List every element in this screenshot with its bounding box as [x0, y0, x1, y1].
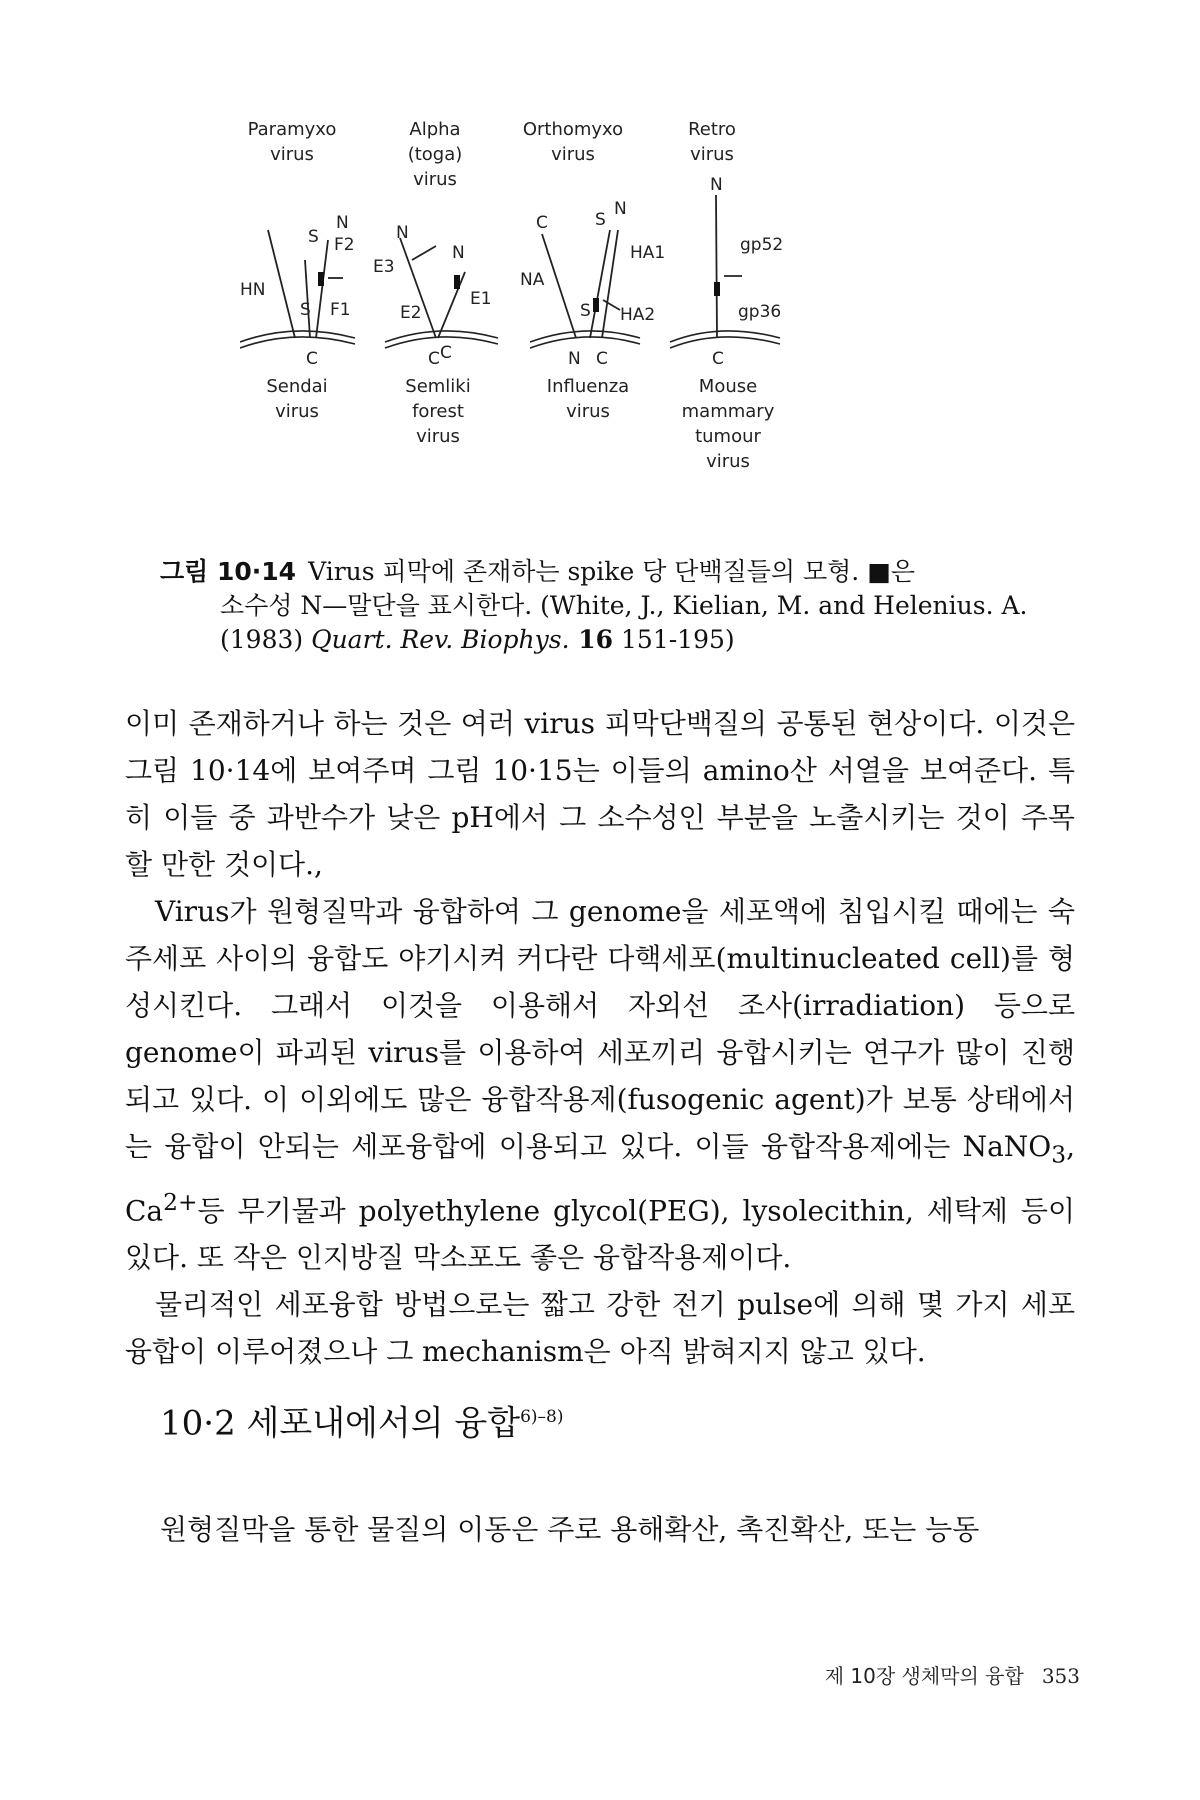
section-title-text: 10·2 세포내에서의 융합 [160, 1403, 521, 1444]
paramyxo-spikes [268, 230, 343, 338]
label-n: N [568, 349, 581, 369]
caption-line-2: 소수성 N—말단을 표시한다. (White, J., Kielian, M. and Helenius. A. [220, 591, 1028, 620]
virus-spike-figure [240, 110, 980, 550]
example-mouse-line: Mouse [698, 376, 758, 397]
membrane-arcs [240, 331, 780, 348]
example-mouse-line: tumour [695, 426, 761, 447]
label-f1: F1 [330, 300, 351, 320]
paragraph-3: 물리적인 세포융합 방법으로는 짧고 강한 전기 pulse에 의해 몇 가지 세포융합이 이루어졌으나 그 mechanism은 아직 밝혀지지 않고 있다. [125, 1287, 1075, 1368]
col-type-paramyxo: Paramyxo [247, 119, 337, 140]
hydrophobic-marker [593, 298, 599, 312]
hydrophobic-marker [318, 272, 324, 286]
label-gp52: gp52 [740, 235, 784, 255]
label-e1: E1 [470, 289, 492, 309]
caption-label: 그림 10·14 [160, 557, 297, 586]
label-ha2: HA2 [620, 305, 656, 325]
page-footer [720, 1662, 1080, 1690]
label-n: N [710, 175, 723, 195]
label-c: C [712, 349, 724, 369]
orthomyxo-spikes [542, 230, 620, 338]
example-semliki-line: Semliki [405, 376, 471, 397]
caption-year: (1983) [220, 625, 312, 654]
example-mouse-line: virus [706, 451, 750, 472]
label-n: N [614, 199, 627, 219]
caption-pages: 151-195) [613, 625, 735, 654]
label-e2: E2 [400, 303, 422, 323]
label-f2: F2 [334, 235, 355, 255]
label-n: N [336, 213, 349, 233]
label-c: C [536, 213, 548, 233]
label-na: NA [520, 270, 545, 290]
hydrophobic-marker [454, 275, 460, 289]
section-heading [160, 1395, 1060, 1445]
col-word-paramyxo: virus [270, 144, 314, 165]
example-influenza-line: Influenza [546, 376, 630, 397]
figure-caption [160, 555, 1060, 657]
footer-chapter: 제 10장 생체막의 융합 [824, 1664, 1024, 1688]
page-number: 353 [1041, 1664, 1080, 1688]
label-hn: HN [240, 280, 266, 300]
caption-line-1: Virus 피막에 존재하는 spike 당 단백질들의 모형. ■은 [308, 557, 915, 586]
caption-journal: Quart. Rev. Biophys. [311, 625, 570, 654]
example-semliki-line: virus [416, 426, 460, 447]
paragraph-4: 원형질막을 통한 물질의 이동은 주로 용해확산, 촉진확산, 또는 능동 [160, 1513, 980, 1546]
example-influenza-line: virus [566, 401, 610, 422]
col-word-alpha: virus [413, 169, 457, 190]
label-c: C [440, 343, 452, 363]
label-c: C [306, 349, 318, 369]
paragraph-2-part: 등 무기물과 polyethylene glycol(PEG), lysolecithin, 세탁제 등이 있다. 또 작은 인지방질 막소포도 좋은 융합작용제이다. [125, 1193, 1075, 1274]
paragraph-1: 이미 존재하거나 하는 것은 여러 virus 피막단백질의 공통된 현상이다. 이것은 그림 10·14에 보여주며 그림 10·15는 이들의 amino산 서열을 보여준다. 특히 이들 중 과반수가 낮은 pH에서 그 소수성인 부분을 노출시키는 것이 주목할 만한 것이다., [125, 707, 1075, 881]
paragraph-2-subscript: 3 [1051, 1140, 1067, 1169]
label-e3: E3 [373, 257, 395, 277]
label-s: S [300, 300, 311, 320]
label-c: C [428, 349, 440, 369]
example-mouse-line: mammary [681, 401, 775, 422]
body-text [125, 700, 1075, 1375]
label-s: S [595, 210, 606, 230]
label-s: S [580, 301, 591, 321]
caption-line-3 [160, 623, 1060, 657]
paragraph-2-part: Virus가 원형질막과 융합하여 그 genome을 세포액에 침입시킬 때에는 숙주세포 사이의 융합도 야기시켜 커다란 다핵세포(multinucleated cell)를 형성시킨다. 그래서 이것을 이용해서 자외선 조사(irradiation) 등으로 genome이 파괴된 virus를 이용하여 세포끼리 융합시키는 연구가 많이 진행되고 있다. 이 이외에도 많은 융합작용제(fusogenic agent)가 보통 상태에서는 융합이 안되는 세포융합에 이용되고 있다. 이들 융합작용제에는 NaNO [125, 895, 1075, 1163]
label-c: C [596, 349, 608, 369]
col-type-alpha: Alpha [409, 119, 461, 140]
col-word-orthomyxo: virus [551, 144, 595, 165]
paragraph-2 [125, 888, 1075, 1281]
example-sendai-line: virus [275, 401, 319, 422]
example-sendai-line: Sendai [266, 376, 328, 397]
label-n: N [452, 243, 465, 263]
col-type-retro: Retro [688, 119, 736, 140]
label-gp36: gp36 [738, 302, 782, 322]
example-semliki-line: forest [412, 401, 464, 422]
section-reference: 6)–8) [520, 1407, 564, 1427]
col-word-retro: virus [690, 144, 734, 165]
col-type-orthomyxo: Orthomyxo [522, 119, 624, 140]
label-s: S [308, 227, 319, 247]
label-n: N [396, 223, 409, 243]
paragraph-2-superscript: 2+ [163, 1187, 198, 1216]
label-ha1: HA1 [630, 243, 666, 263]
col-sub-alpha: (toga) [407, 144, 463, 165]
paragraph-2-part: , Ca [125, 1130, 1075, 1227]
hydrophobic-marker [714, 282, 720, 296]
caption-volume: 16 [569, 625, 614, 654]
